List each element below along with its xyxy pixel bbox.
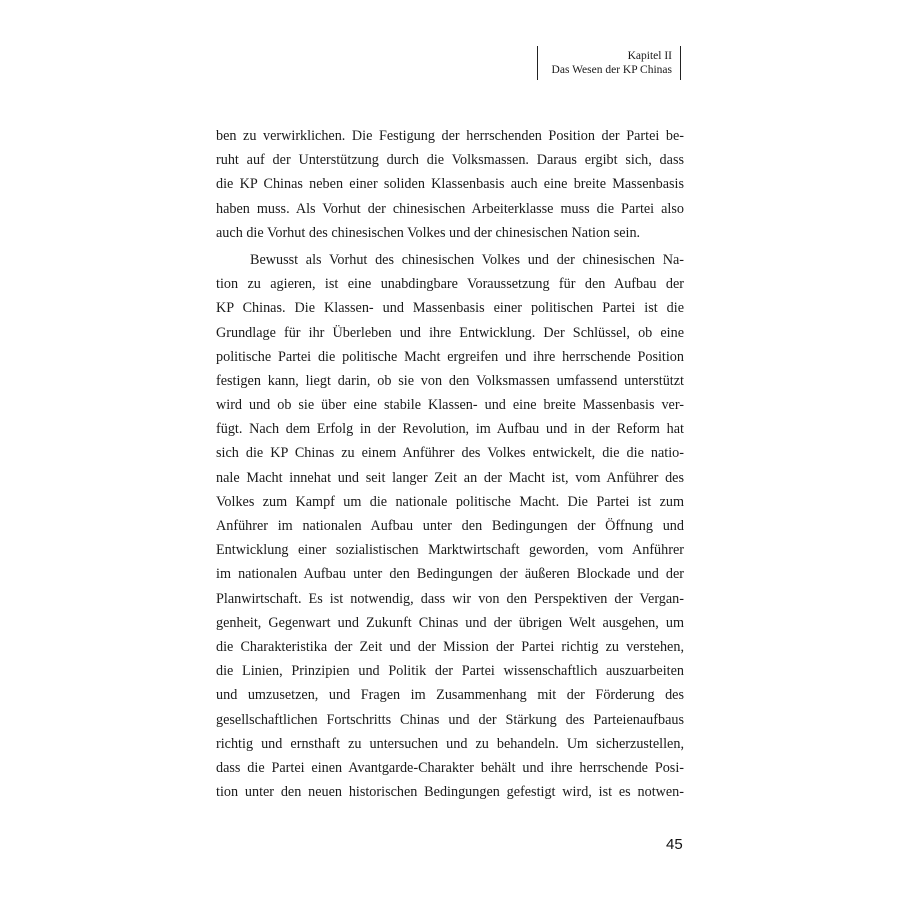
paragraph-2: [216, 248, 684, 804]
text-line: im nationalen Aufbau unter den Bedingungen der äußeren Blockade und der: [216, 566, 684, 583]
text-line: Entwicklung einer sozialistischen Marktwirtschaft geworden, vom Anführer: [216, 542, 684, 559]
running-header: [537, 46, 681, 80]
text-line: auch die Vorhut des chinesischen Volkes und der chinesischen Nation sein.: [216, 224, 641, 241]
text-line: und umzusetzen, und Fragen im Zusammenhang mit der Förderung des: [216, 687, 684, 704]
text-line: Volkes zum Kampf um die nationale politische Macht. Die Partei ist zum: [216, 493, 684, 510]
text-line: richtig und ernsthaft zu untersuchen und zu behandeln. Um sicherzustellen,: [216, 735, 684, 752]
text-line: Anführer im nationalen Aufbau unter den Bedingungen der Öffnung und: [216, 518, 684, 534]
text-line: ruht auf der Unterstützung durch die Volksmassen. Daraus ergibt sich, dass: [216, 152, 684, 169]
text-line: fügt. Nach dem Erfolg in der Revolution, im Aufbau und in der Reform hat: [216, 421, 684, 438]
text-line: tion zu agieren, ist eine unabdingbare Voraussetzung für den Aufbau der: [216, 276, 684, 293]
text-line: dass die Partei einen Avantgarde-Charakter behält und ihre herrschende Posi-: [216, 759, 684, 776]
text-line: sich die KP Chinas zu einem Anführer des Volkes entwickelt, die die natio-: [216, 445, 684, 462]
body-text: [216, 124, 684, 804]
chapter-label: Kapitel II: [627, 50, 672, 62]
text-line: genheit, Gegenwart und Zukunft Chinas und der übrigen Welt ausgehen, um: [216, 614, 684, 631]
text-line: festigen kann, liegt darin, ob sie von den Volksmassen umfassend unterstützt: [216, 372, 684, 389]
text-line: nale Macht innehat und seit langer Zeit an der Macht ist, vom Anführer des: [216, 469, 684, 486]
text-line: Bewusst als Vorhut des chinesischen Volkes und der chinesischen Na-: [250, 251, 684, 268]
text-line: die Charakteristika der Zeit und der Mission der Partei richtig zu verstehen,: [216, 638, 684, 655]
text-line: ben zu verwirklichen. Die Festigung der herrschenden Position der Partei be-: [216, 128, 684, 144]
text-line: wird und ob sie über eine stabile Klassen- und eine breite Massenbasis ver-: [216, 397, 684, 414]
text-line: gesellschaftlichen Fortschritts Chinas und der Stärkung des Parteienaufbaus: [216, 711, 684, 728]
paragraph-1: [216, 124, 684, 245]
text-line: KP Chinas. Die Klassen- und Massenbasis einer politischen Partei ist die: [216, 300, 684, 317]
page-number: 45: [666, 836, 683, 853]
text-line: haben muss. Als Vorhut der chinesischen Arbeiterklasse muss die Partei also: [216, 200, 684, 217]
chapter-title: Das Wesen der KP Chinas: [551, 64, 672, 76]
text-line: Planwirtschaft. Es ist notwendig, dass wir von den Perspektiven der Vergan-: [216, 590, 684, 607]
text-line: die KP Chinas neben einer soliden Klassenbasis auch eine breite Massenbasis: [216, 176, 684, 193]
text-line: tion unter den neuen historischen Bedingungen gefestigt wird, ist es notwen-: [216, 784, 684, 801]
text-line: die Linien, Prinzipien und Politik der Partei wissenschaftlich auszuarbeiten: [216, 663, 684, 680]
text-line: Grundlage für ihr Überleben und ihre Entwicklung. Der Schlüssel, ob eine: [216, 324, 684, 341]
text-line: politische Partei die politische Macht ergreifen und ihre herrschende Position: [216, 348, 684, 365]
